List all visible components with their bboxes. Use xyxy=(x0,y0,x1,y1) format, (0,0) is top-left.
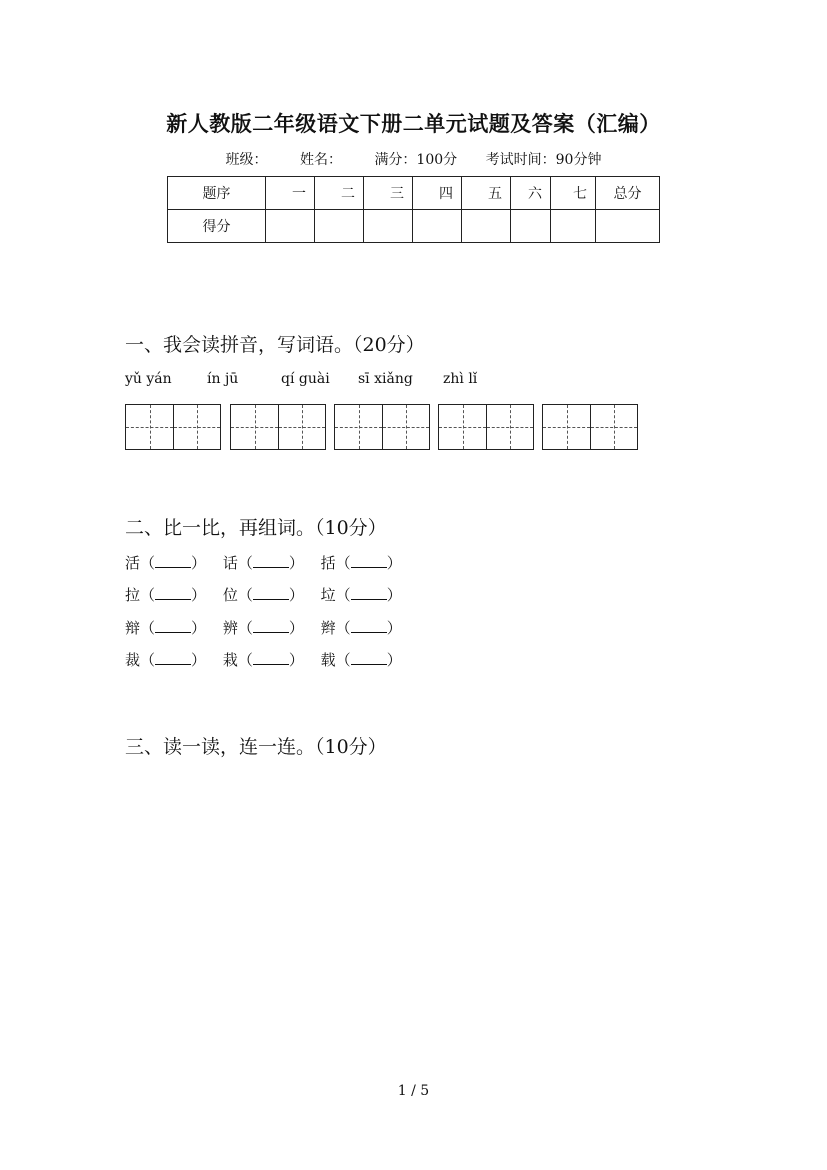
pinyin-1: yǔ yán xyxy=(125,371,172,387)
compare-item: 载（ ） xyxy=(320,651,402,669)
answer-blank[interactable] xyxy=(155,553,191,568)
char: 位 xyxy=(222,586,238,604)
row-label-score: 得分 xyxy=(168,210,266,243)
pinyin-3: qí guài xyxy=(281,371,330,387)
compare-item: 辨（ ） xyxy=(222,619,304,637)
writing-cell[interactable] xyxy=(382,405,429,449)
section-3-title: 三、读一读，连一连。（10分） xyxy=(125,736,387,758)
compare-item: 拉（ ） xyxy=(125,586,207,604)
writing-cell[interactable] xyxy=(126,405,173,449)
char: 活 xyxy=(125,554,141,572)
writing-cell[interactable] xyxy=(439,405,486,449)
exam-time: 考试时间：90分钟 xyxy=(485,152,602,168)
writing-grid-4[interactable] xyxy=(438,404,534,450)
answer-blank[interactable] xyxy=(351,650,387,665)
char: 裁 xyxy=(125,651,141,669)
score-cell[interactable] xyxy=(413,210,462,243)
col-7: 七 xyxy=(551,177,596,210)
col-4: 四 xyxy=(413,177,462,210)
answer-blank[interactable] xyxy=(253,553,289,568)
section-1-title: 一、我会读拼音，写词语。（20分） xyxy=(125,334,425,356)
name-label: 姓名： xyxy=(299,152,342,168)
score-cell[interactable] xyxy=(364,210,413,243)
char: 载 xyxy=(320,651,336,669)
score-cell[interactable] xyxy=(551,210,596,243)
answer-blank[interactable] xyxy=(253,618,289,633)
score-cell[interactable] xyxy=(315,210,364,243)
writing-grid-1[interactable] xyxy=(125,404,221,450)
col-total: 总分 xyxy=(596,177,660,210)
answer-blank[interactable] xyxy=(253,585,289,600)
compare-row-4 xyxy=(125,649,414,670)
full-score: 满分：100分 xyxy=(374,152,458,168)
answer-blank[interactable] xyxy=(253,650,289,665)
score-table-header-row xyxy=(168,177,660,210)
col-5: 五 xyxy=(462,177,511,210)
score-table-score-row xyxy=(168,210,660,243)
char: 辩 xyxy=(125,619,141,637)
compare-row-1 xyxy=(125,552,414,573)
page-number: 1 / 5 xyxy=(397,1083,430,1099)
pinyin-4: sī xiǎng xyxy=(358,371,413,387)
compare-item: 话（ ） xyxy=(222,554,304,572)
answer-blank[interactable] xyxy=(155,618,191,633)
exam-info xyxy=(0,149,827,169)
score-cell[interactable] xyxy=(462,210,511,243)
char: 话 xyxy=(222,554,238,572)
compare-item: 辩（ ） xyxy=(125,619,207,637)
char: 拉 xyxy=(125,586,141,604)
writing-cell[interactable] xyxy=(335,405,382,449)
answer-blank[interactable] xyxy=(351,553,387,568)
answer-blank[interactable] xyxy=(351,585,387,600)
writing-cell[interactable] xyxy=(278,405,325,449)
char: 栽 xyxy=(222,651,238,669)
compare-item: 栽（ ） xyxy=(222,651,304,669)
writing-cell[interactable] xyxy=(590,405,637,449)
class-label: 班级： xyxy=(225,152,268,168)
writing-cell[interactable] xyxy=(486,405,533,449)
col-1: 一 xyxy=(266,177,315,210)
score-cell[interactable] xyxy=(511,210,551,243)
writing-cell[interactable] xyxy=(231,405,278,449)
compare-item: 垃（ ） xyxy=(320,586,402,604)
compare-item: 括（ ） xyxy=(320,554,402,572)
pinyin-2: ín jū xyxy=(207,371,239,387)
compare-item: 辫（ ） xyxy=(320,619,402,637)
row-label-order: 题序 xyxy=(168,177,266,210)
section-2-title: 二、比一比，再组词。（10分） xyxy=(125,517,387,539)
compare-item: 活（ ） xyxy=(125,554,207,572)
score-table xyxy=(167,176,660,243)
answer-blank[interactable] xyxy=(155,650,191,665)
char: 垃 xyxy=(320,586,336,604)
char: 辫 xyxy=(320,619,336,637)
char: 辨 xyxy=(222,619,238,637)
compare-item: 裁（ ） xyxy=(125,651,207,669)
col-2: 二 xyxy=(315,177,364,210)
writing-grid-5[interactable] xyxy=(542,404,638,450)
compare-row-3 xyxy=(125,617,414,638)
char: 括 xyxy=(320,554,336,572)
answer-blank[interactable] xyxy=(351,618,387,633)
compare-row-2 xyxy=(125,584,414,605)
pinyin-5: zhì lǐ xyxy=(443,371,478,387)
col-6: 六 xyxy=(511,177,551,210)
score-cell[interactable] xyxy=(596,210,660,243)
answer-blank[interactable] xyxy=(155,585,191,600)
page-title: 新人教版二年级语文下册二单元试题及答案（汇编） xyxy=(166,111,661,136)
col-3: 三 xyxy=(364,177,413,210)
writing-grid-3[interactable] xyxy=(334,404,430,450)
writing-cell[interactable] xyxy=(543,405,590,449)
writing-grid-2[interactable] xyxy=(230,404,326,450)
compare-item: 位（ ） xyxy=(222,586,304,604)
score-cell[interactable] xyxy=(266,210,315,243)
writing-cell[interactable] xyxy=(173,405,220,449)
